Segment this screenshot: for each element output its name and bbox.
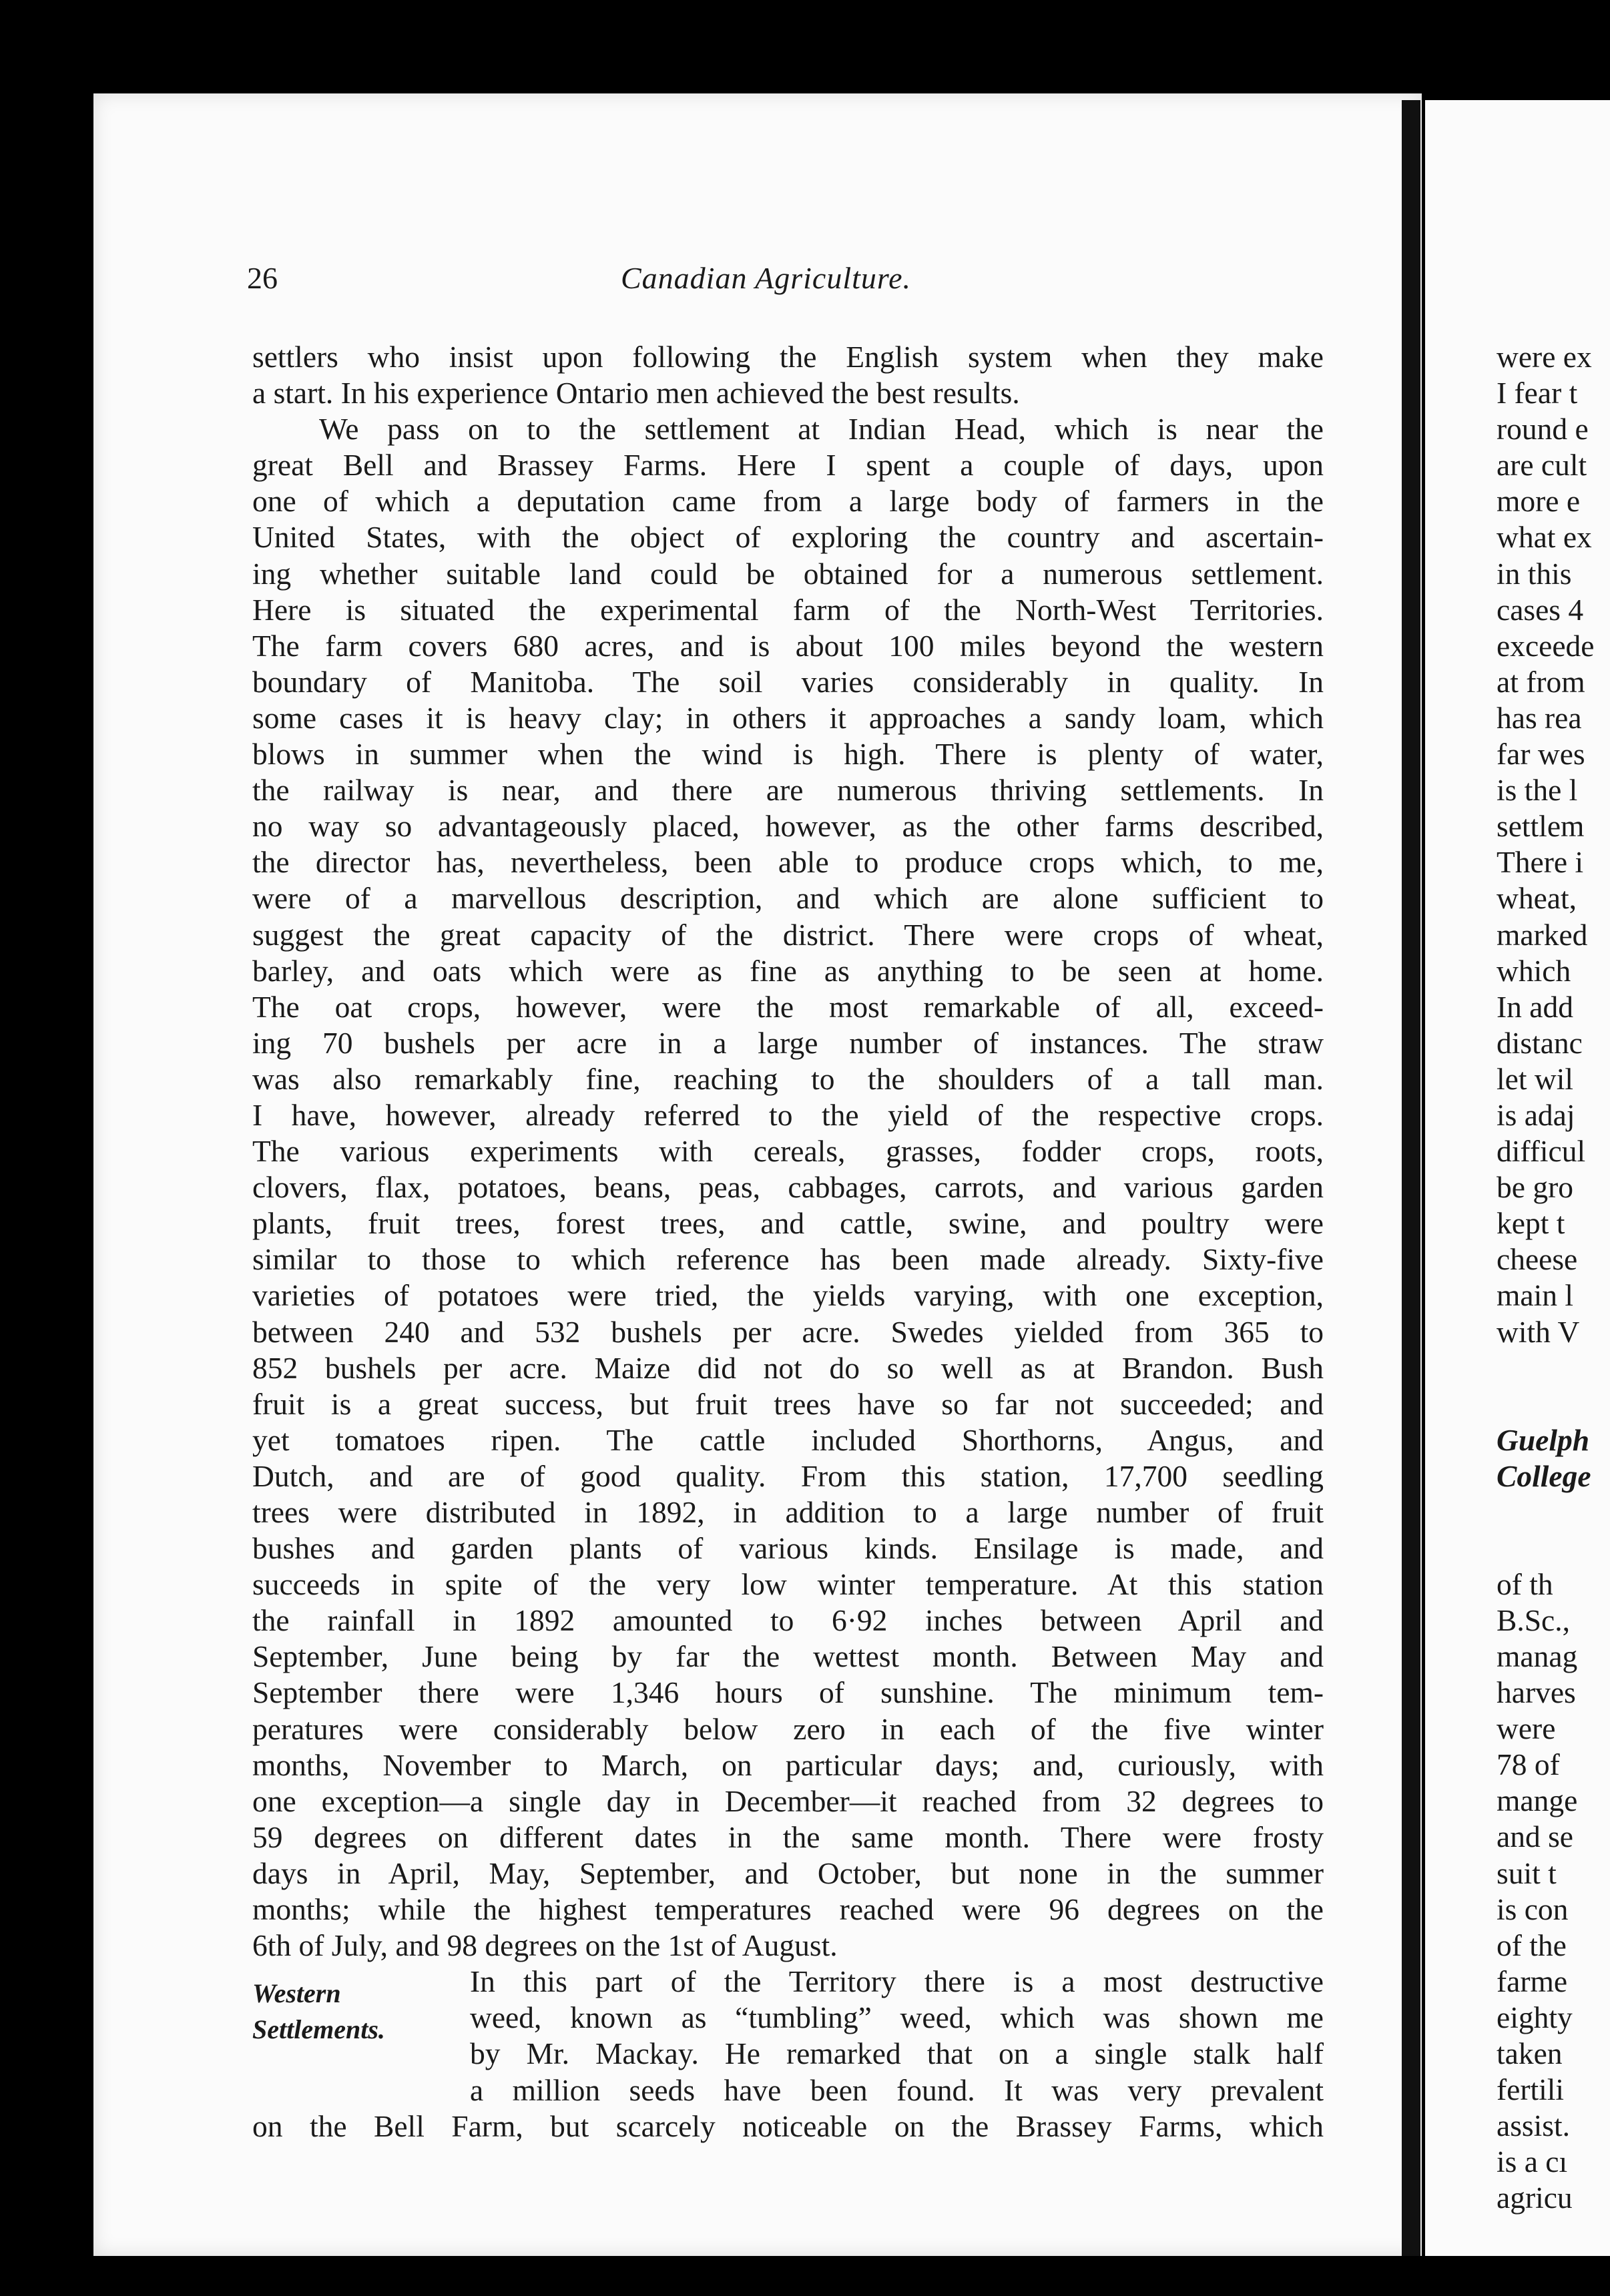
right-page-text — [1497, 339, 1610, 2217]
right-text-fragment: are cult — [1497, 448, 1587, 483]
text-line: boundary of Manitoba. The soil varies considerably in quality. In — [252, 664, 1324, 699]
text-line: one exception—a single day in December—it reached from 32 degrees to — [252, 1783, 1324, 1818]
right-text-fragment: were — [1497, 1711, 1556, 1746]
right-text-fragment: settlem — [1497, 809, 1585, 844]
right-text-fragment: be gro — [1497, 1170, 1573, 1205]
right-text-fragment: what ex — [1497, 520, 1592, 555]
running-title: Canadian Agriculture. — [621, 261, 911, 295]
right-text-fragment: eighty — [1497, 2000, 1573, 2034]
right-text-fragment: agricu — [1497, 2181, 1573, 2215]
text-line: The oat crops, however, were the most remarkable of all, exceed- — [252, 989, 1324, 1024]
text-line: plants, fruit trees, forest trees, and cattle, swine, and poultry were — [252, 1206, 1324, 1241]
text-line: between 240 and 532 bushels per acre. Swedes yielded from 365 to — [252, 1314, 1324, 1349]
right-text-fragment: let wil — [1497, 1061, 1573, 1096]
text-line: September there were 1,346 hours of sunshine. The minimum tem- — [252, 1675, 1324, 1710]
right-text-fragment: is adaj — [1497, 1097, 1575, 1132]
right-text-fragment: of th — [1497, 1566, 1553, 1601]
right-page-heading: College — [1497, 1458, 1591, 1493]
right-text-fragment: far wes — [1497, 737, 1585, 772]
right-text-fragment: and se — [1497, 1819, 1573, 1854]
right-text-fragment: round e — [1497, 412, 1589, 447]
right-page-heading: Guelph — [1497, 1422, 1590, 1457]
marginal-note-line: Settlements. — [252, 2014, 385, 2045]
text-line: similar to those to which reference has been made already. Sixty-five — [252, 1242, 1324, 1277]
right-text-fragment: kept t — [1497, 1206, 1565, 1241]
right-text-fragment: manag — [1497, 1639, 1578, 1673]
text-line: Here is situated the experimental farm of the North-West Territories. — [252, 592, 1324, 627]
right-text-fragment: difficul — [1497, 1134, 1586, 1169]
text-line: settlers who insist upon following the English system when they make — [252, 340, 1324, 374]
text-line: on the Bell Farm, but scarcely noticeable on the Brassey Farms, which — [252, 2108, 1324, 2143]
text-line: clovers, flax, potatoes, beans, peas, cabbages, carrots, and various garden — [252, 1170, 1324, 1205]
right-text-fragment: cases 4 — [1497, 592, 1584, 627]
text-line: by Mr. Mackay. He remarked that on a single stalk half — [470, 2036, 1324, 2071]
text-line: 852 bushels per acre. Maize did not do so well as at Brandon. Bush — [252, 1350, 1324, 1385]
right-page-spacer — [1497, 1350, 1610, 1422]
right-text-fragment: with V — [1497, 1314, 1580, 1349]
right-text-fragment: taken — [1497, 2036, 1563, 2071]
right-text-fragment: has rea — [1497, 700, 1582, 735]
right-text-fragment: I fear t — [1497, 376, 1578, 410]
text-line: some cases it is heavy clay; in others it approaches a sandy loam, which — [252, 700, 1324, 735]
right-text-fragment: cheese — [1497, 1242, 1578, 1277]
right-text-fragment: suit t — [1497, 1855, 1557, 1890]
text-line: United States, with the object of exploring the country and ascertain- — [252, 520, 1324, 555]
text-line: a million seeds have been found. It was very prevalent — [470, 2072, 1324, 2107]
right-text-fragment: is the l — [1497, 773, 1578, 808]
body-text — [252, 339, 1324, 2144]
text-line: In this part of the Territory there is a most destructive — [470, 1964, 1324, 1999]
right-text-fragment: mange — [1497, 1783, 1578, 1818]
text-line: a start. In his experience Ontario men achieved the best results. — [252, 376, 1020, 410]
text-line: I have, however, already referred to the yield of the respective crops. — [252, 1097, 1324, 1132]
text-line: weed, known as “tumbling” weed, which was shown me — [470, 2000, 1324, 2035]
marginal-note-line: Western — [252, 1978, 341, 2008]
text-line: September, June being by far the wettest month. Between May and — [252, 1639, 1324, 1674]
text-line: days in April, May, September, and October, but none in the summer — [252, 1855, 1324, 1890]
text-line: no way so advantageously placed, however, as the other farms described, — [252, 809, 1324, 844]
right-text-fragment: wheat, — [1497, 881, 1577, 916]
text-line: the rainfall in 1892 amounted to 6·92 inches between April and — [252, 1603, 1324, 1638]
right-text-fragment: which — [1497, 953, 1571, 988]
text-line: were of a marvellous description, and which are alone sufficient to — [252, 881, 1324, 916]
text-line: yet tomatoes ripen. The cattle included Shorthorns, Angus, and — [252, 1422, 1324, 1457]
text-line: the railway is near, and there are numerous thriving settlements. In — [252, 773, 1324, 808]
text-line: bushes and garden plants of various kinds. Ensilage is made, and — [252, 1531, 1324, 1566]
text-line: great Bell and Brassey Farms. Here I spent a couple of days, upon — [252, 448, 1324, 483]
right-text-fragment: is a cı — [1497, 2144, 1568, 2179]
text-line: 59 degrees on different dates in the same month. There were frosty — [252, 1819, 1324, 1854]
right-text-fragment: is con — [1497, 1892, 1569, 1926]
right-page-spacer — [1497, 1494, 1610, 1566]
text-line: suggest the great capacity of the district. There were crops of wheat, — [252, 917, 1324, 952]
right-text-fragment: fertili — [1497, 2072, 1565, 2107]
right-text-fragment: marked — [1497, 917, 1588, 952]
text-line: was also remarkably fine, reaching to the shoulders of a tall man. — [252, 1061, 1324, 1096]
right-text-fragment: more e — [1497, 484, 1581, 519]
text-line: ing whether suitable land could be obtained for a numerous settlement. — [252, 556, 1324, 591]
text-line: months, November to March, on particular days; and, curiously, with — [252, 1747, 1324, 1782]
text-line: barley, and oats which were as fine as anything to be seen at home. — [252, 953, 1324, 988]
page-number: 26 — [247, 261, 278, 295]
right-text-fragment: B.Sc., — [1497, 1603, 1570, 1637]
text-line: succeeds in spite of the very low winter temperature. At this station — [252, 1567, 1324, 1602]
text-line: The farm covers 680 acres, and is about 100 miles beyond the western — [252, 628, 1324, 663]
text-line: blows in summer when the wind is high. There is plenty of water, — [252, 737, 1324, 772]
text-line: the director has, nevertheless, been able to produce crops which, to me, — [252, 845, 1324, 880]
right-text-fragment: were ex — [1497, 340, 1592, 374]
right-text-fragment: There i — [1497, 845, 1584, 880]
text-line: peratures were considerably below zero in each of the five winter — [252, 1711, 1324, 1746]
right-text-fragment: exceede — [1497, 628, 1595, 663]
text-line: trees were distributed in 1892, in addition to a large number of fruit — [252, 1495, 1324, 1529]
right-text-fragment: of the — [1497, 1928, 1567, 1962]
right-text-fragment: in this — [1497, 556, 1572, 591]
right-text-fragment: harves — [1497, 1675, 1576, 1710]
marginal-note — [252, 1976, 459, 2048]
right-text-fragment: farme — [1497, 1964, 1568, 1998]
text-line: We pass on to the settlement at Indian Head, which is near the — [319, 412, 1324, 447]
book-spine — [1402, 100, 1420, 2256]
text-line: The various experiments with cereals, grasses, fodder crops, roots, — [252, 1134, 1324, 1169]
right-text-fragment: distanc — [1497, 1025, 1583, 1060]
right-text-fragment: at from — [1497, 664, 1585, 699]
text-line: months; while the highest temperatures reached were 96 degrees on the — [252, 1892, 1324, 1927]
text-line: fruit is a great success, but fruit trees have so far not succeeded; and — [252, 1386, 1324, 1421]
text-line: varieties of potatoes were tried, the yields varying, with one exception, — [252, 1278, 1324, 1313]
text-line: ing 70 bushels per acre in a large number of instances. The straw — [252, 1025, 1324, 1060]
right-text-fragment: assist. — [1497, 2108, 1570, 2143]
page-header — [247, 260, 1328, 307]
text-line: one of which a deputation came from a large body of farmers in the — [252, 484, 1324, 519]
right-text-fragment: main l — [1497, 1278, 1573, 1313]
text-line: Dutch, and are of good quality. From this station, 17,700 seedling — [252, 1458, 1324, 1493]
right-text-fragment: In add — [1497, 989, 1573, 1024]
text-line: 6th of July, and 98 degrees on the 1st of August. — [252, 1928, 838, 1963]
right-text-fragment: 78 of — [1497, 1747, 1560, 1782]
